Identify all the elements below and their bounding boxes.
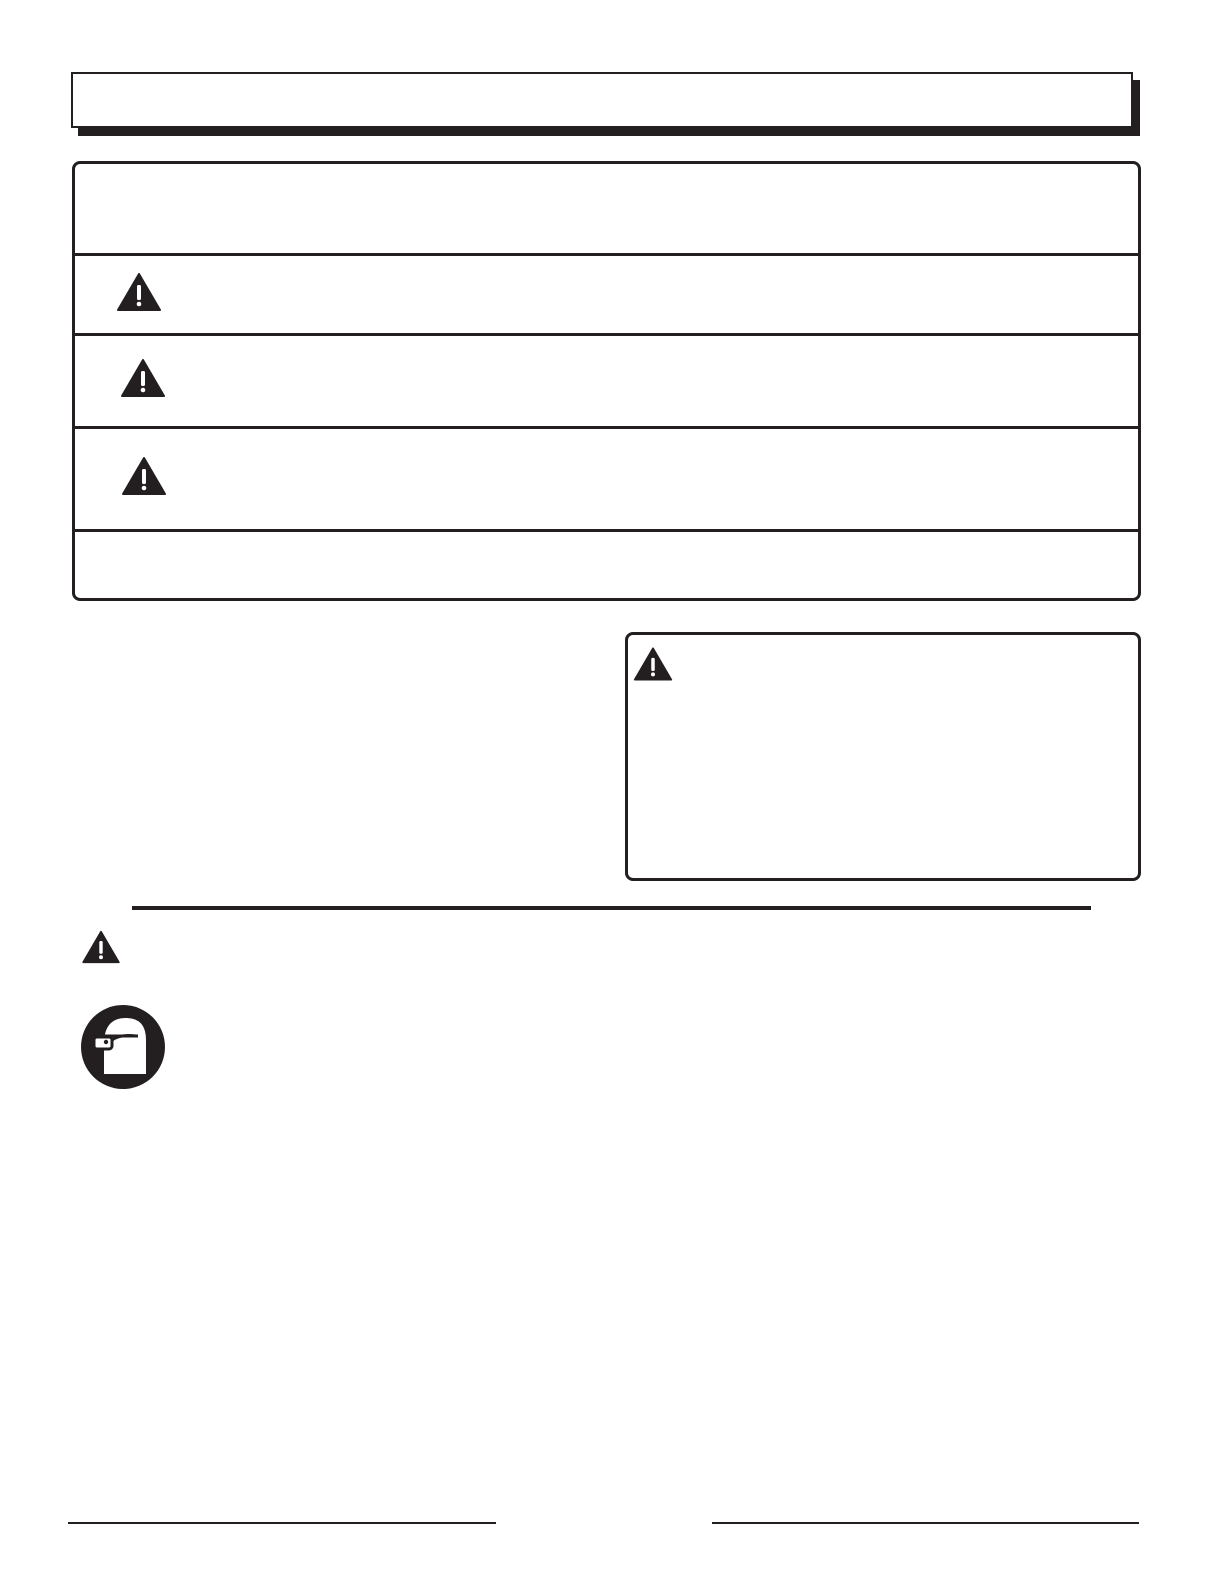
section-divider xyxy=(132,906,1091,910)
table-row-divider xyxy=(74,529,1138,532)
warning-triangle-icon xyxy=(633,646,673,682)
table-row-divider xyxy=(74,333,1138,336)
table-row-divider xyxy=(74,253,1138,256)
warning-triangle-icon xyxy=(121,456,167,496)
warning-notice-box xyxy=(625,632,1141,881)
table-row-divider xyxy=(74,426,1138,429)
footer-rule-left xyxy=(68,1522,496,1524)
warning-triangle-icon xyxy=(116,272,162,312)
safety-glasses-icon xyxy=(80,1004,166,1090)
signal-word-table xyxy=(72,161,1141,601)
footer-rule-right xyxy=(712,1522,1139,1524)
warning-triangle-icon xyxy=(81,930,121,964)
title-banner xyxy=(71,72,1133,128)
warning-triangle-icon xyxy=(120,358,166,398)
